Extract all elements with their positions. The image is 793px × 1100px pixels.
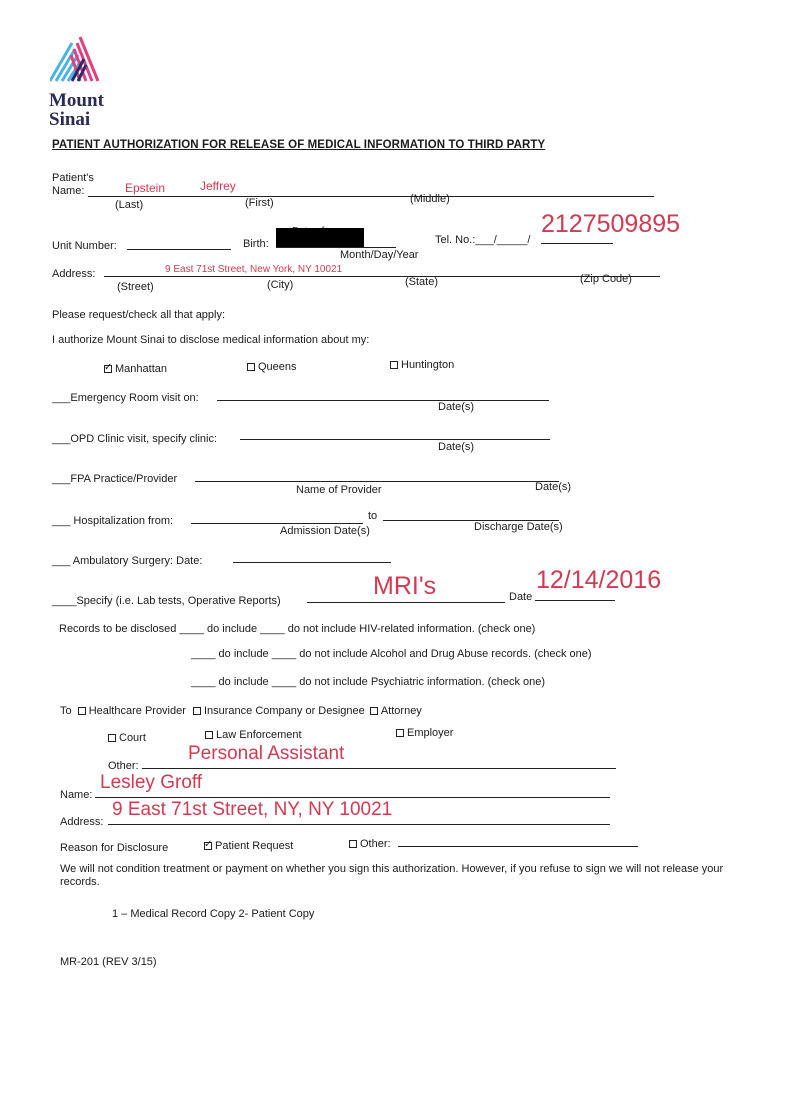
form-title: PATIENT AUTHORIZATION FOR RELEASE OF MEDICAL INFORMATION TO THIRD PARTY [52,139,546,151]
specify-line[interactable] [307,602,505,603]
checkbox-icon[interactable] [370,707,378,715]
reason-patient-request-label: Patient Request [215,840,294,852]
dob-label: Birth: [243,238,269,250]
ambulatory-label: ___ Ambulatory Surgery: Date: [52,555,203,567]
hosp-to-label: to [368,510,378,522]
reason-patient-request[interactable] [204,840,293,853]
unit-number-label: Unit Number: [52,240,117,252]
checkbox-checked-icon[interactable] [204,842,212,850]
fpa-sub-name: Name of Provider [296,484,382,496]
location-manhattan-label: Manhattan [115,363,167,375]
tel-label: Tel. No.:___/_____/ [435,234,531,246]
location-queens-label: Queens [258,361,297,373]
reason-label: Reason for Disclosure [60,842,169,854]
sub-state: (State) [405,276,439,288]
opd-sub-dates: Date(s) [438,441,475,453]
dob-line [276,247,396,248]
notice-text: We will not condition treatment or payment on whether you sign this authorization. However, if you refuse to sign we will not release your records. [60,863,724,888]
location-huntington[interactable] [390,359,454,372]
location-huntington-label: Huntington [401,359,455,371]
er-visit-line[interactable] [217,400,549,401]
opd-visit-line[interactable] [240,439,550,440]
address-value: 9 East 71st Street, New York, NY 10021 [165,264,343,275]
option-insurance: Insurance Company or Designee [203,705,365,717]
checkbox-icon[interactable] [396,729,404,737]
admission-line[interactable] [191,523,363,524]
logo-sinai: Sinai [49,109,91,130]
sub-street: (Street) [117,281,154,293]
recipient-name-label: Name: [60,789,93,801]
date-value: 12/14/2016 [536,566,662,594]
checkbox-icon[interactable] [193,707,201,715]
hosp-sub-discharge: Discharge Date(s) [474,521,563,533]
patient-last-value: Epstein [125,181,166,195]
tel-value: 2127509895 [541,210,681,238]
checkbox-icon[interactable] [108,734,116,742]
sub-last: (Last) [115,199,144,211]
option-court: Court [119,732,146,744]
to-label [60,705,422,718]
sub-city: (City) [267,279,294,291]
address-label: Address: [52,268,96,280]
other-line[interactable] [142,768,616,769]
redacted-dob [276,228,364,248]
specify-value: MRI's [373,572,437,600]
to-text: To [60,705,72,717]
option-healthcare-provider: Healthcare Provider [88,705,186,717]
authorize-statement: I authorize Mount Sinai to disclose medical information about my: [52,334,370,346]
patient-label: Patient's [52,172,94,184]
dob-sub: Month/Day/Year [340,249,419,261]
recipient-address-value: 9 East 71st Street, NY, NY 10021 [112,799,393,820]
specify-label: ____Specify (i.e. Lab tests, Operative Reports) [52,595,281,607]
checkbox-icon[interactable] [349,840,357,848]
option-court-row[interactable] [108,732,146,745]
recipient-name-value: Lesley Groff [100,772,203,793]
recipient-address-label: Address: [60,816,104,828]
patient-first-value: Jeffrey [200,179,236,193]
copies-text: 1 – Medical Record Copy 2- Patient Copy [112,908,315,920]
mount-sinai-logo-icon [50,35,100,83]
recipient-name-line[interactable] [95,797,610,798]
checkbox-icon[interactable] [390,361,398,369]
unit-number-line [127,249,231,250]
er-sub-dates: Date(s) [438,401,475,413]
hospitalization-label: ___ Hospitalization from: [52,515,174,527]
checkbox-icon[interactable] [205,731,213,739]
option-employer-row[interactable] [396,727,453,740]
reason-other[interactable] [349,838,391,851]
option-employer: Employer [407,727,454,739]
other-label: Other: [108,760,139,772]
option-law-row[interactable] [205,729,302,742]
date-label: Date [509,591,533,603]
ambulatory-line[interactable] [233,562,391,563]
reason-other-label: Other: [360,838,391,850]
records-hiv: Records to be disclosed ____ do include ____ do not include HIV-related information. (check one) [59,623,536,635]
sub-middle: (Middle) [410,193,450,205]
sub-first: (First) [245,197,274,209]
address-line [104,276,660,277]
checkbox-icon[interactable] [78,707,86,715]
other-value: Personal Assistant [188,743,345,764]
option-law-enforcement: Law Enforcement [216,729,302,741]
check-all-instruction: Please request/check all that apply: [52,309,226,321]
opd-visit-label: ___OPD Clinic visit, specify clinic: [52,433,218,445]
fpa-sub-date: Date(s) [535,481,572,493]
fpa-line[interactable] [195,481,559,482]
name-line [88,196,654,197]
logo-mount: Mount [49,90,104,111]
records-alcohol: ____ do include ____ do not include Alcohol and Drug Abuse records. (check one) [191,648,592,660]
form-id: MR-201 (REV 3/15) [60,956,157,968]
records-psychiatric: ____ do include ____ do not include Psychiatric information. (check one) [191,676,546,688]
checkbox-icon[interactable] [247,363,255,371]
location-manhattan[interactable] [104,363,167,376]
reason-other-line[interactable] [398,846,638,847]
name-label: Name: [52,185,85,197]
location-queens[interactable] [247,361,297,374]
recipient-address-line[interactable] [108,824,610,825]
er-visit-label: ___Emergency Room visit on: [52,392,199,404]
option-attorney: Attorney [380,705,422,717]
checkbox-checked-icon[interactable] [104,365,112,373]
tel-line [541,243,613,244]
fpa-label: ___FPA Practice/Provider [52,473,178,485]
hosp-sub-admission: Admission Date(s) [280,525,370,537]
sub-zip: (Zip Code) [580,273,632,285]
date-line[interactable] [535,600,615,601]
